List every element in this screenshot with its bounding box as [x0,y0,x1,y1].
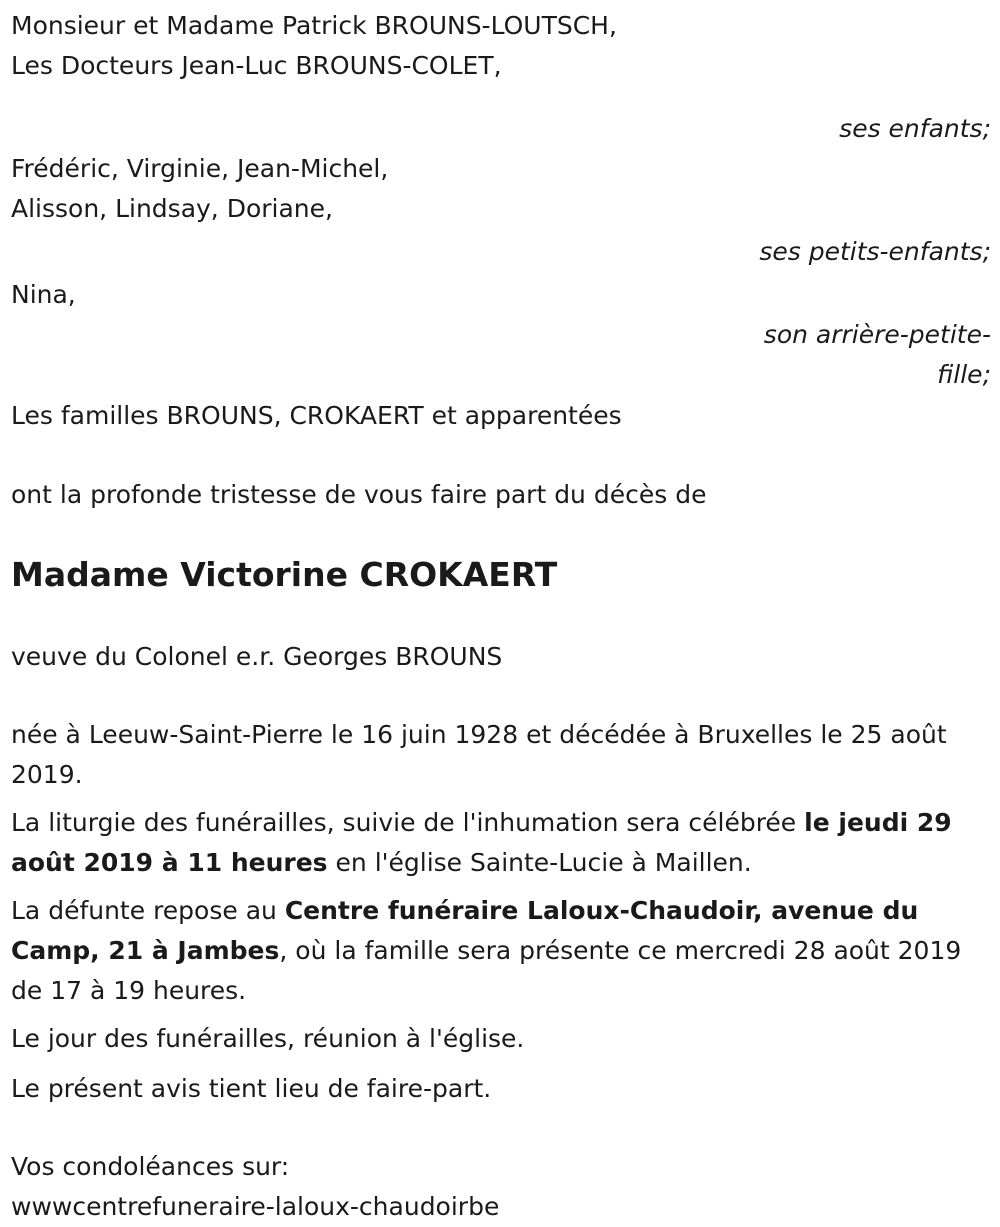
meeting-text: Le jour des funérailles, réunion à l'église. [11,1024,525,1053]
condolences-label: Vos condoléances sur: [11,1152,290,1181]
role-grandchildren: ses petits-enfants; [759,237,991,266]
grandchildren-line-2: Alisson, Lindsay, Doriane, [11,194,333,223]
birth-death-text: née à Leeuw-Saint-Pierre le 16 juin 1928 et décédée à Bruxelles le 25 août 2019. [11,720,947,789]
announcement-text: ont la profonde tristesse de vous faire part du décès de [11,480,707,509]
condolences-url[interactable]: wwwcentrefuneraire-laloux-chaudoirbe [11,1192,500,1221]
deceased-name: Madame Victorine CROKAERT [11,555,558,594]
widow-of-text: veuve du Colonel e.r. Georges BROUNS [11,642,503,671]
families-line: Les familles BROUNS, CROKAERT et apparentées [11,401,622,430]
role-great-grandchild-a: son arrière-petite- [763,320,991,349]
repose-text: La défunte repose au Centre funéraire Laloux-Chaudoir, avenue du Camp, 21 à Jambes, où la famille sera présente ce mercredi 28 août 2019 de 17 à 19 heures. [11,896,962,1005]
notice-text: Le présent avis tient lieu de faire-part. [11,1074,492,1103]
grandchildren-line-1: Frédéric, Virginie, Jean-Michel, [11,154,389,183]
family-line-2: Les Docteurs Jean-Luc BROUNS-COLET, [11,51,502,80]
role-great-grandchild-b: fille; [937,360,991,389]
repose-location: Centre funéraire Laloux-Chaudoir, avenue du Camp, 21 à Jambes [11,896,919,965]
role-children: ses enfants; [839,114,991,143]
liturgy-date: le jeudi 29 août 2019 à 11 heures [11,808,952,877]
liturgy-text: La liturgie des funérailles, suivie de l'inhumation sera célébrée le jeudi 29 août 2019 à 11 heures en l'église Sainte-Lucie à Maillen. [11,808,952,877]
obituary-notice [11,6,991,1227]
family-line-1: Monsieur et Madame Patrick BROUNS-LOUTSCH, [11,11,617,40]
great-grandchild-line: Nina, [11,280,76,309]
